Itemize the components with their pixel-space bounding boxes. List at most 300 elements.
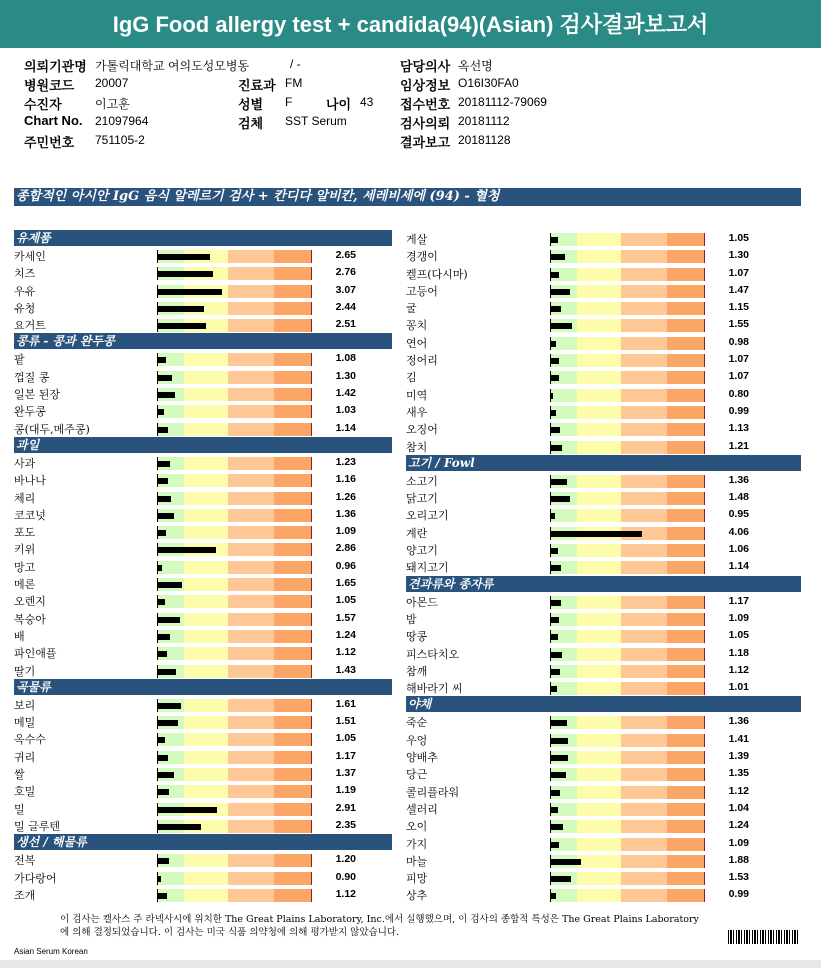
food-name: 미역: [406, 388, 428, 402]
result-scale: [550, 509, 705, 522]
result-row: [406, 731, 801, 748]
result-value: 1.41: [728, 732, 749, 745]
food-name: 꽁치: [406, 319, 428, 333]
result-row: [406, 420, 801, 437]
result-value: 1.05: [335, 732, 356, 745]
result-scale: [550, 872, 705, 885]
result-bar: [551, 824, 563, 830]
result-bar: [551, 842, 559, 848]
result-row: [14, 299, 392, 316]
result-scale: [157, 751, 312, 764]
result-value: 1.09: [335, 525, 356, 538]
result-row: [406, 299, 801, 316]
result-value: 1.26: [335, 490, 356, 503]
result-scale: [157, 665, 312, 678]
result-value: 1.65: [335, 577, 356, 590]
food-name: 우엉: [406, 733, 428, 747]
result-value: 0.99: [728, 404, 749, 417]
result-row: [14, 748, 392, 765]
result-value: 1.05: [728, 232, 749, 244]
result-row: [406, 506, 801, 523]
result-row: [406, 438, 801, 455]
food-name: 우유: [14, 284, 36, 298]
result-bar: [551, 686, 557, 692]
result-value: 1.13: [728, 422, 749, 435]
result-value: 1.12: [728, 663, 749, 676]
result-bar: [158, 357, 166, 363]
result-value: 1.03: [335, 404, 356, 417]
doctor-value: 옥선명: [458, 59, 493, 73]
patient-info: [0, 52, 821, 152]
result-bar: [551, 479, 567, 485]
result-row: [406, 541, 801, 558]
food-name: 해바라기 씨: [406, 682, 463, 696]
result-value: 3.07: [335, 283, 356, 296]
result-scale: [550, 371, 705, 384]
result-value: 1.12: [335, 887, 356, 900]
result-value: 1.88: [728, 853, 749, 866]
result-value: 0.96: [335, 559, 356, 572]
food-name: 돼지고기: [406, 561, 449, 575]
result-value: 0.95: [728, 508, 749, 521]
result-scale: [157, 457, 312, 470]
food-name: 가지: [406, 837, 428, 851]
result-bar: [158, 617, 180, 623]
category-header: 야채: [406, 696, 801, 712]
food-name: 보리: [14, 698, 36, 712]
request-label: 검사의뢰: [400, 116, 451, 131]
result-bar: [158, 323, 206, 329]
result-bar: [158, 547, 216, 553]
left-results-column: [14, 230, 392, 903]
result-bar: [551, 617, 559, 623]
result-row: [14, 765, 392, 782]
result-bar: [158, 737, 165, 743]
result-bar: [551, 548, 558, 554]
result-value: 1.14: [335, 421, 356, 434]
result-bar: [158, 513, 174, 519]
result-row: [406, 403, 801, 420]
receipt-label: 접수번호: [400, 97, 451, 112]
result-scale: [157, 647, 312, 660]
result-row: [14, 627, 392, 644]
page-bottom-border: [0, 960, 821, 968]
result-row: [14, 385, 392, 402]
result-bar: [158, 720, 178, 726]
food-name: 메론: [14, 578, 36, 592]
specimen-label: 검체: [238, 116, 264, 131]
result-bar: [551, 513, 555, 519]
result-row: [14, 489, 392, 506]
result-scale: [550, 768, 705, 781]
result-scale: [550, 838, 705, 851]
result-scale: [550, 596, 705, 609]
result-scale: [550, 613, 705, 626]
result-value: 1.05: [728, 629, 749, 642]
food-name: 당근: [406, 768, 428, 782]
result-bar: [551, 772, 566, 778]
result-scale: [157, 405, 312, 418]
result-row: [406, 800, 801, 817]
chart-label: Chart No.: [24, 113, 83, 128]
patient-label: 수진자: [24, 97, 62, 112]
result-bar: [551, 531, 642, 537]
result-value: 2.86: [335, 542, 356, 555]
result-row: [406, 662, 801, 679]
result-scale: [157, 319, 312, 332]
right-results-column: [406, 230, 801, 904]
result-value: 1.36: [728, 473, 749, 486]
result-scale: [157, 699, 312, 712]
dept-value: FM: [285, 76, 303, 90]
result-scale: [157, 509, 312, 522]
result-bar: [551, 565, 561, 571]
result-row: [14, 886, 392, 903]
result-scale: [550, 250, 705, 263]
food-name: 셀러리: [406, 802, 438, 816]
result-scale: [550, 406, 705, 419]
food-name: 고등어: [406, 284, 438, 298]
result-scale: [157, 785, 312, 798]
result-scale: [157, 854, 312, 867]
result-value: 1.42: [335, 387, 356, 400]
result-value: 2.44: [335, 300, 356, 313]
disclaimer-text: 이 검사는 캘사스 주 라넥사시에 위치한 The Great Plains Laboratory, Inc.에서 실행했으며, 이 검사의 종합적 특성은 The Great Plains Laboratory에 의해 결정되었습니다. 이 검사는 미국 식품 의약청에 의해 평가받지 않았습니다.: [60, 914, 699, 938]
result-value: 2.51: [335, 318, 356, 331]
result-bar: [551, 358, 559, 364]
result-value: 1.51: [335, 715, 356, 728]
result-value: 0.90: [335, 870, 356, 883]
food-name: 호밀: [14, 785, 36, 799]
result-row: [14, 782, 392, 799]
result-bar: [158, 254, 210, 260]
result-row: [406, 869, 801, 886]
result-value: 1.17: [728, 594, 749, 607]
result-bar: [551, 445, 562, 451]
result-row: [406, 558, 801, 575]
result-row: [14, 851, 392, 868]
result-bar: [551, 272, 559, 278]
result-row: [406, 679, 801, 696]
receipt-value: 20181112-79069: [458, 95, 547, 109]
result-bar: [158, 858, 169, 864]
result-scale: [550, 475, 705, 488]
main-heading: 종합적인 아시안 IgG 음식 알레르기 검사 + 칸디다 알비칸, 세레비세에 (94) - 혈청: [14, 188, 801, 206]
result-value: 1.19: [335, 784, 356, 797]
result-bar: [158, 651, 167, 657]
result-bar: [158, 461, 170, 467]
result-row: [406, 247, 801, 264]
result-scale: [157, 820, 312, 833]
food-name: 연어: [406, 336, 428, 350]
result-row: [406, 282, 801, 299]
result-row: [14, 713, 392, 730]
result-bar: [158, 427, 168, 433]
result-scale: [550, 268, 705, 281]
result-row: [406, 524, 801, 541]
food-name: 오징어: [406, 423, 438, 437]
food-name: 딸기: [14, 664, 36, 678]
result-row: [14, 575, 392, 592]
result-bar: [158, 582, 182, 588]
result-row: [406, 610, 801, 627]
result-value: 2.65: [335, 249, 356, 261]
result-row: [14, 471, 392, 488]
id-label: 주민번호: [24, 135, 75, 150]
result-scale: [550, 302, 705, 315]
result-scale: [157, 267, 312, 280]
result-value: 1.35: [728, 767, 749, 780]
result-row: [406, 230, 801, 247]
result-value: 1.48: [728, 491, 749, 504]
result-scale: [550, 561, 705, 574]
result-row: [14, 696, 392, 713]
food-name: 오이: [406, 820, 428, 834]
food-name: 오리고기: [406, 509, 449, 523]
result-bar: [551, 738, 568, 744]
result-value: 1.23: [335, 455, 356, 468]
hospital-code-label: 병원코드: [24, 78, 75, 93]
result-row: [14, 368, 392, 385]
hospital-code-value: 20007: [95, 76, 129, 90]
result-row: [14, 523, 392, 540]
result-row: [14, 800, 392, 817]
result-scale: [157, 371, 312, 384]
result-row: [406, 368, 801, 385]
food-name: 참치: [406, 440, 428, 454]
category-header: 생선 / 해물류: [14, 834, 392, 850]
result-value: 2.91: [335, 801, 356, 814]
result-scale: [550, 337, 705, 350]
result-bar: [551, 375, 559, 381]
result-scale: [550, 889, 705, 902]
result-scale: [550, 544, 705, 557]
result-bar: [158, 289, 222, 295]
food-name: 소고기: [406, 474, 438, 488]
result-scale: [157, 578, 312, 591]
result-scale: [157, 803, 312, 816]
institution-value: 가톨릭대학교 여의도성모병동: [95, 59, 250, 73]
food-name: 상추: [406, 889, 428, 903]
result-scale: [157, 595, 312, 608]
food-name: 키위: [14, 543, 36, 557]
result-value: 1.17: [335, 749, 356, 762]
result-value: 1.24: [728, 819, 749, 832]
result-scale: [157, 526, 312, 539]
result-value: 1.09: [728, 611, 749, 624]
result-value: 1.30: [335, 369, 356, 382]
result-row: [406, 265, 801, 282]
food-name: 닭고기: [406, 492, 438, 506]
food-name: 옥수수: [14, 733, 46, 747]
result-scale: [550, 734, 705, 747]
food-name: 양고기: [406, 544, 438, 558]
result-row: [406, 386, 801, 403]
result-scale: [550, 648, 705, 661]
result-value: 1.53: [728, 871, 749, 884]
result-scale: [157, 423, 312, 436]
result-row: [406, 835, 801, 852]
result-bar: [551, 876, 571, 882]
food-name: 죽순: [406, 716, 428, 730]
result-scale: [550, 492, 705, 505]
result-value: 2.35: [335, 818, 356, 831]
result-scale: [550, 527, 705, 540]
result-value: 1.30: [728, 249, 749, 262]
food-name: 카세인: [14, 250, 46, 263]
result-bar: [551, 893, 556, 899]
result-scale: [157, 630, 312, 643]
result-scale: [157, 768, 312, 781]
result-row: [406, 817, 801, 834]
result-bar: [551, 289, 570, 295]
food-name: 땅콩: [406, 630, 428, 644]
food-name: 새우: [406, 405, 428, 419]
institution-label: 의뢰기관명: [24, 59, 87, 74]
food-name: 피망: [406, 872, 428, 886]
result-bar: [551, 427, 560, 433]
food-name: 바나나: [14, 474, 46, 488]
result-row: [406, 334, 801, 351]
result-value: 1.55: [728, 318, 749, 331]
food-name: 켈프(다시마): [406, 267, 468, 281]
result-bar: [551, 790, 560, 796]
result-scale: [157, 302, 312, 315]
patient-value: 이고훈: [95, 97, 130, 111]
result-scale: [550, 716, 705, 729]
result-value: 0.99: [728, 888, 749, 901]
result-scale: [157, 388, 312, 401]
category-header: 과일: [14, 437, 392, 453]
result-bar: [551, 634, 558, 640]
result-row: [14, 420, 392, 437]
sex-value: F: [285, 95, 293, 109]
food-name: 양배추: [406, 751, 438, 765]
result-bar: [158, 375, 172, 381]
result-row: [406, 593, 801, 610]
category-header: 콩류 - 콩과 완두콩: [14, 333, 392, 349]
food-name: 껍질 콩: [14, 370, 50, 384]
category-header: 유제품: [14, 230, 392, 246]
result-row: [406, 645, 801, 662]
result-scale: [550, 389, 705, 402]
result-value: 4.06: [728, 525, 749, 538]
result-scale: [157, 250, 312, 263]
result-row: [14, 350, 392, 367]
result-value: 1.07: [728, 353, 749, 366]
result-scale: [550, 682, 705, 695]
result-value: 1.08: [335, 352, 356, 365]
result-value: 1.21: [728, 439, 749, 452]
result-bar: [551, 341, 556, 347]
result-scale: [157, 474, 312, 487]
food-name: 파인애플: [14, 647, 57, 661]
doctor-label: 담당의사: [400, 59, 451, 74]
result-bar: [551, 600, 561, 606]
result-value: 1.07: [728, 370, 749, 383]
result-row: [406, 783, 801, 800]
result-value: 1.18: [728, 646, 749, 659]
clinical-label: 임상정보: [400, 78, 451, 93]
food-name: 쌀: [14, 768, 25, 782]
result-scale: [550, 441, 705, 454]
result-scale: [157, 561, 312, 574]
result-scale: [157, 492, 312, 505]
food-name: 배: [14, 629, 25, 643]
result-bar: [158, 392, 175, 398]
request-value: 20181112: [458, 114, 510, 128]
food-name: 코코넛: [14, 508, 46, 522]
result-bar: [158, 824, 201, 830]
result-scale: [550, 233, 705, 246]
food-name: 체리: [14, 491, 36, 505]
food-name: 마늘: [406, 854, 428, 868]
food-name: 망고: [14, 560, 36, 574]
food-name: 참깨: [406, 664, 428, 678]
result-bar: [158, 876, 161, 882]
result-bar: [551, 393, 553, 399]
result-bar: [551, 669, 560, 675]
category-header: 곡물류: [14, 679, 392, 695]
result-bar: [158, 271, 213, 277]
food-name: 귀리: [14, 750, 36, 764]
food-name: 사과: [14, 456, 36, 470]
food-name: 콩(대두,메주콩): [14, 422, 90, 436]
result-scale: [550, 319, 705, 332]
result-bar: [551, 410, 556, 416]
food-name: 전복: [14, 854, 36, 868]
food-name: 계란: [406, 526, 428, 540]
result-scale: [550, 423, 705, 436]
result-value: 1.06: [728, 543, 749, 556]
food-name: 메밀: [14, 716, 36, 730]
result-value: 1.01: [728, 681, 749, 694]
result-row: [406, 627, 801, 644]
dept-label: 진료과: [238, 78, 276, 93]
result-bar: [158, 772, 174, 778]
result-bar: [158, 807, 217, 813]
result-value: 1.07: [728, 266, 749, 279]
report-title: IgG Food allergy test + candida(94)(Asian) 검사결과보고서: [0, 0, 821, 48]
food-name: 가다랑어: [14, 871, 57, 885]
specimen-value: SST Serum: [285, 114, 347, 128]
result-value: 1.61: [335, 697, 356, 710]
result-bar: [158, 789, 169, 795]
result-bar: [158, 530, 166, 536]
result-bar: [158, 669, 176, 675]
result-scale: [550, 803, 705, 816]
result-row: [14, 264, 392, 281]
food-name: 콜리플라워: [406, 785, 460, 799]
food-name: 완두콩: [14, 405, 46, 419]
result-bar: [158, 565, 162, 571]
id-value: 751105-2: [95, 133, 145, 147]
result-row: [14, 282, 392, 299]
result-bar: [551, 254, 565, 260]
result-row: [14, 506, 392, 523]
report-label: 결과보고: [400, 135, 451, 150]
result-row: [406, 316, 801, 333]
result-row: [14, 610, 392, 627]
food-name: 정어리: [406, 354, 438, 368]
ward-value: / -: [290, 57, 301, 71]
result-value: 1.04: [728, 801, 749, 814]
food-name: 피스타치오: [406, 647, 460, 661]
result-value: 1.12: [335, 646, 356, 659]
result-scale: [157, 543, 312, 556]
age-label: 나이: [326, 97, 352, 112]
result-value: 0.80: [728, 387, 749, 400]
